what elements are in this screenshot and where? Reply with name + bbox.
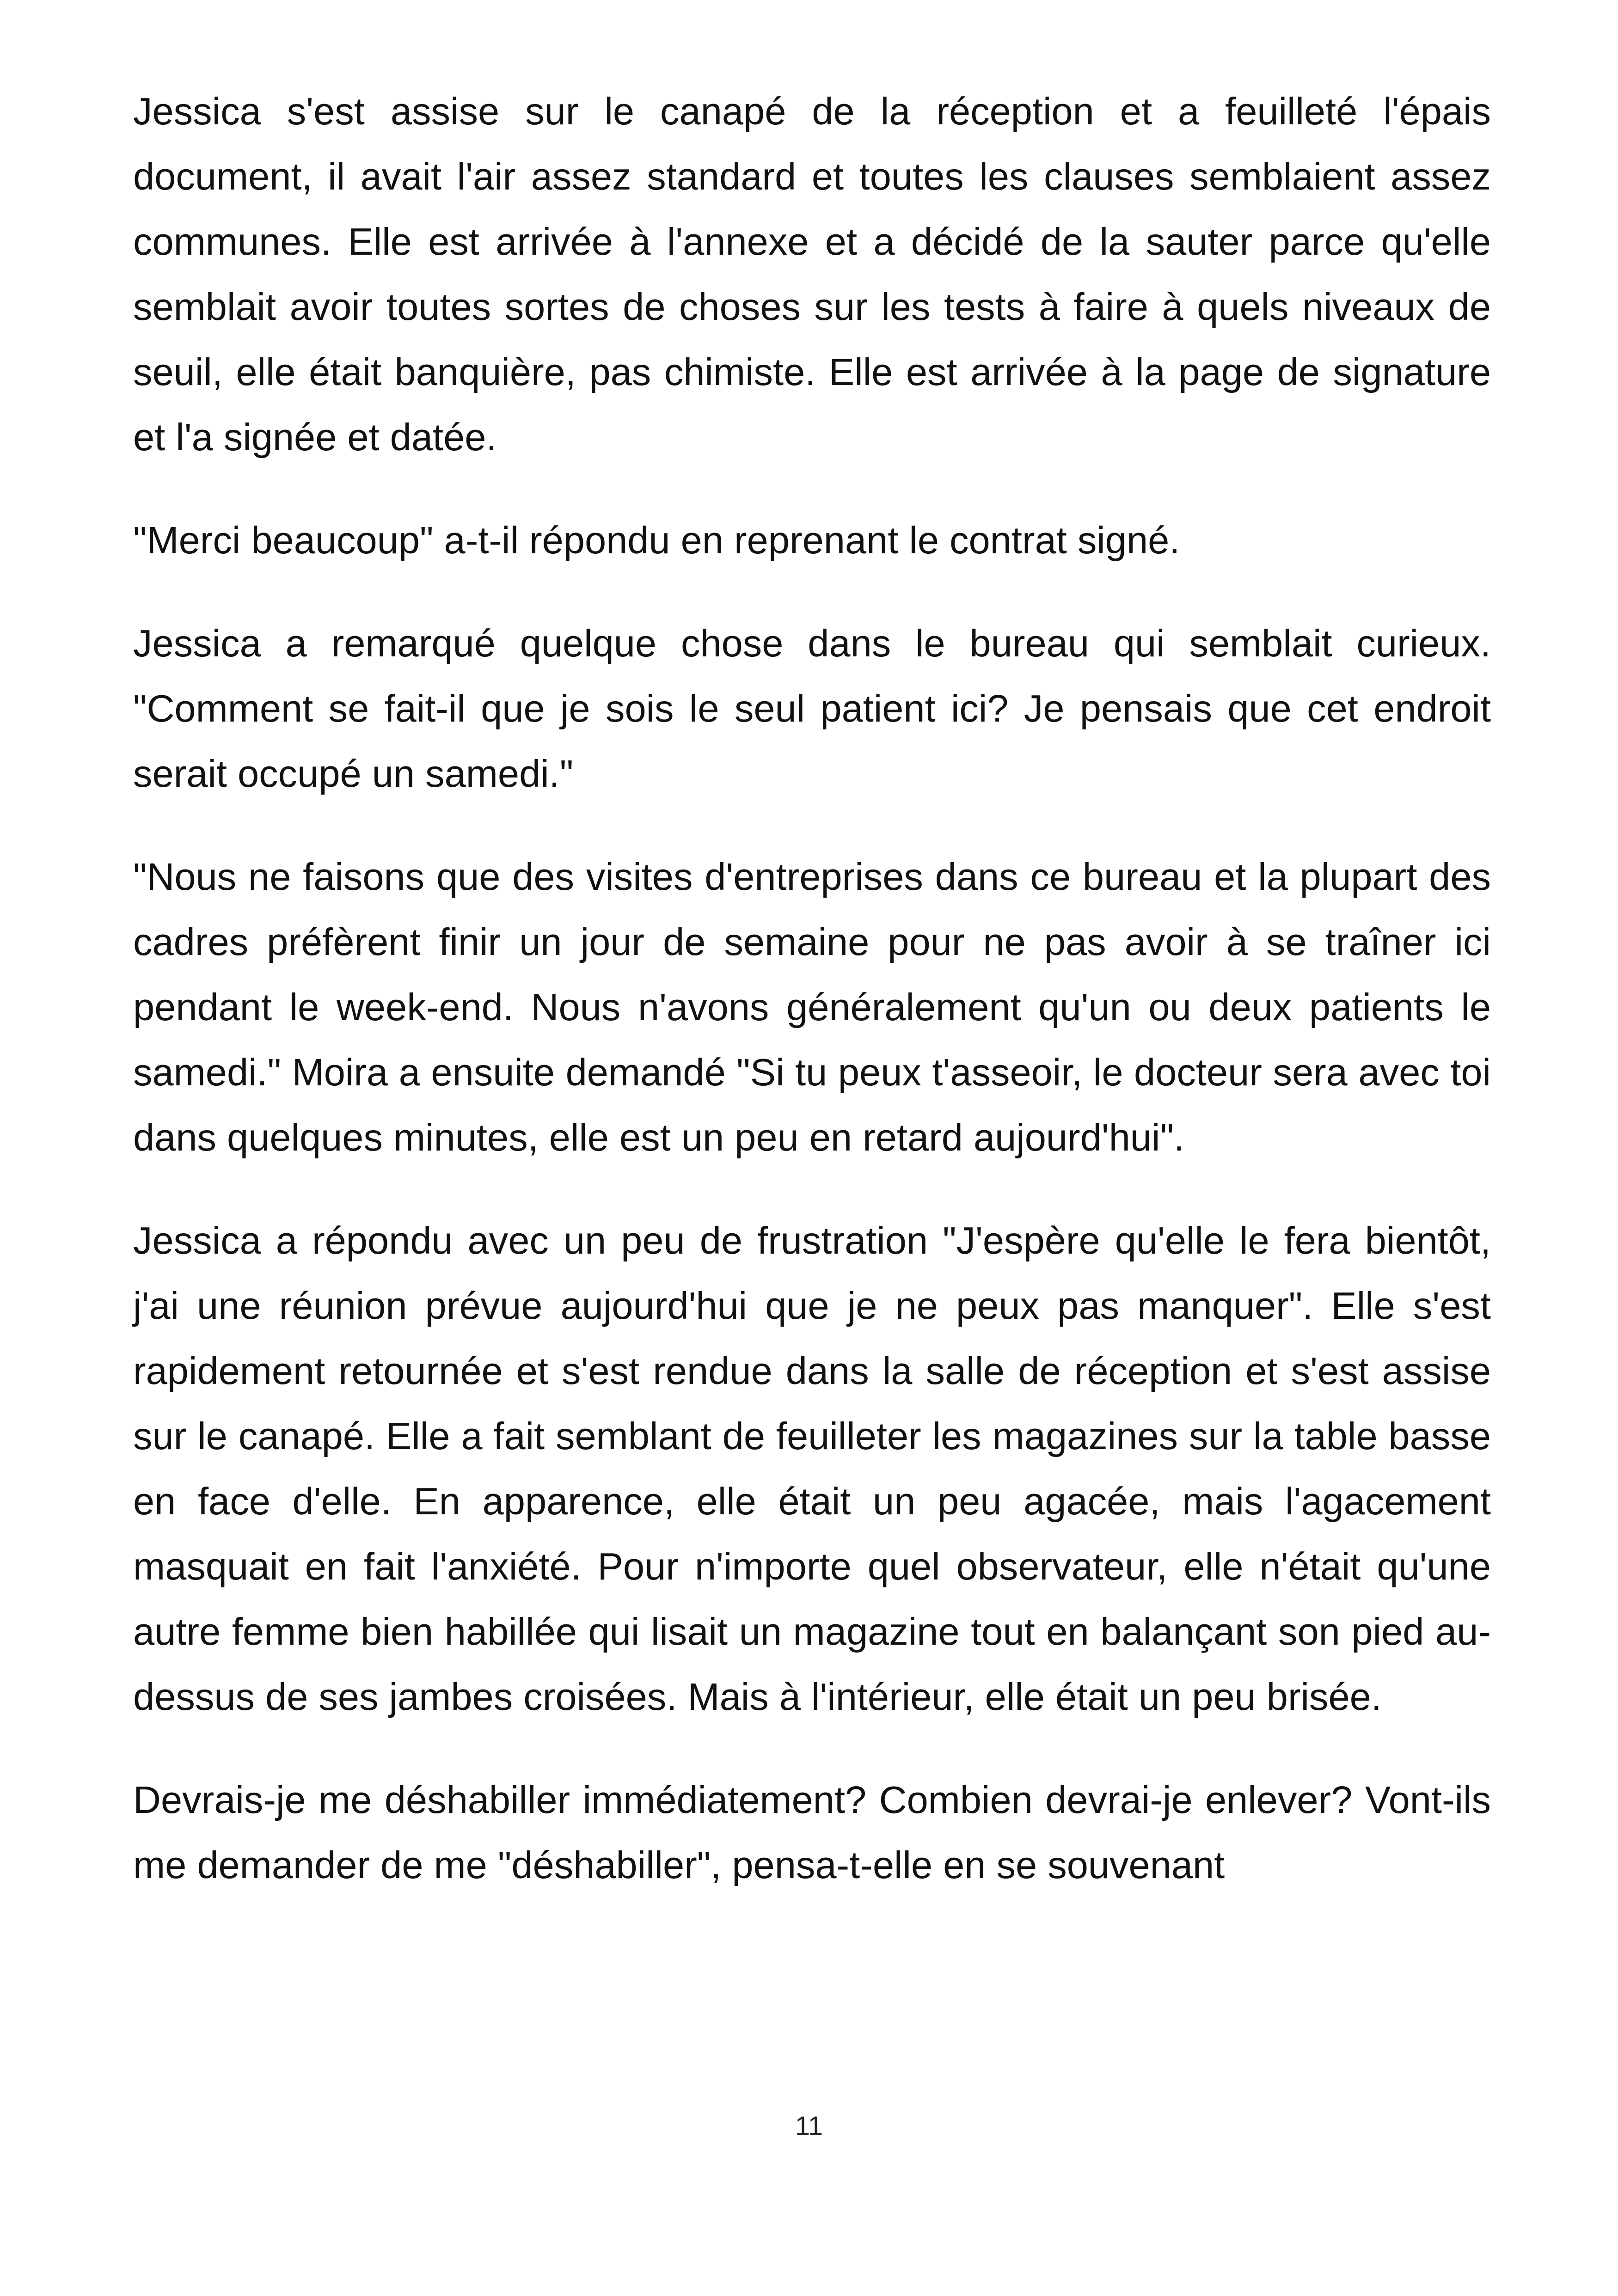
page-number: 11 xyxy=(795,2111,823,2141)
paragraph: Jessica s'est assise sur le canapé de la réception et a feuilleté l'épais document, il avait l'air assez standard et toutes les clauses semblaient assez communes. Elle est arrivée à l'annexe et a décidé de la sauter parce qu'elle semblait avoir toutes sortes de choses sur les tests à faire à quels niveaux de seuil, elle était banquière, pas chimiste. Elle est arrivée à la page de signature et l'a signée et datée. xyxy=(133,90,1491,459)
page-body xyxy=(133,79,1491,1898)
paragraph: Jessica a répondu avec un peu de frustration "J'espère qu'elle le fera bientôt, j'ai une réunion prévue aujourd'hui que je ne peux pas manquer". Elle s'est rapidement retournée et s'est rendue dans la salle de réception et s'est assise sur le canapé. Elle a fait semblant de feuilleter les magazines sur la table basse en face d'elle. En apparence, elle était un peu agacée, mais l'agacement masquait en fait l'anxiété. Pour n'importe quel observateur, elle n'était qu'une autre femme bien habillée qui lisait un magazine tout en balançant son pied au-dessus de ses jambes croisées. Mais à l'intérieur, elle était un peu brisée. xyxy=(133,1219,1491,1718)
paragraph: "Merci beaucoup" a-t-il répondu en reprenant le contrat signé. xyxy=(133,519,1180,562)
paragraph: Devrais-je me déshabiller immédiatement? Combien devrai-je enlever? Vont-ils me demander de me "déshabiller", pensa-t-elle en se souvenant xyxy=(133,1778,1491,1886)
paragraph: Jessica a remarqué quelque chose dans le bureau qui semblait curieux. "Comment se fait-il que je sois le seul patient ici? Je pensais que cet endroit serait occupé un samedi." xyxy=(133,622,1491,795)
paragraph: "Nous ne faisons que des visites d'entreprises dans ce bureau et la plupart des cadres préfèrent finir un jour de semaine pour ne pas avoir à se traîner ici pendant le week-end. Nous n'avons généralement qu'un ou deux patients le samedi." Moira a ensuite demandé "Si tu peux t'asseoir, le docteur sera avec toi dans quelques minutes, elle est un peu en retard aujourd'hui". xyxy=(133,855,1491,1159)
